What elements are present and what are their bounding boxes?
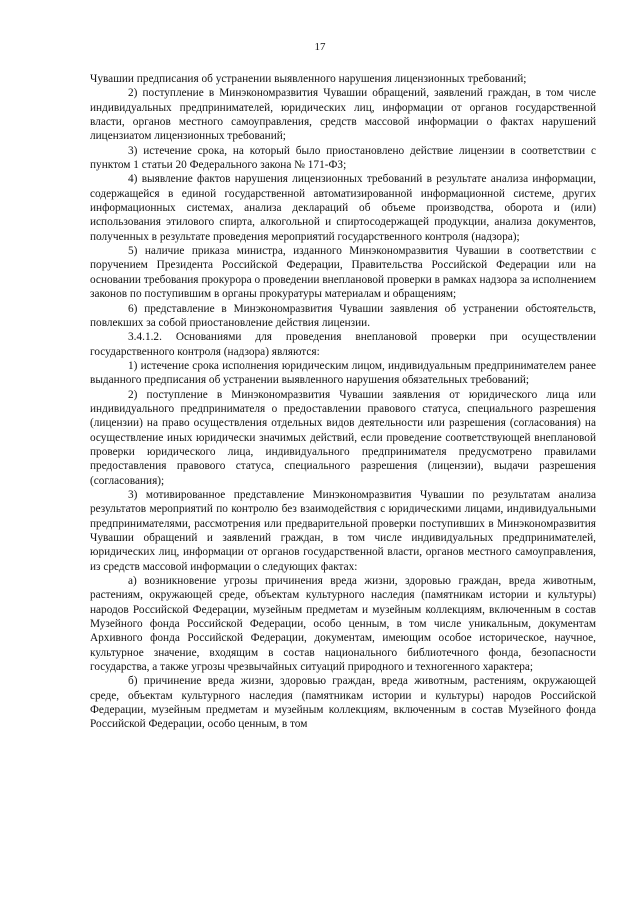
paragraph: 5) наличие приказа министра, изданного Минэкономразвития Чувашии в соответствии с поручением Президента Российской Федерации, Правительства Российской Федерации или на основании требования прокурора о проведении внеплановой проверки в рамках надзора за исполнением законов по поступившим в органы прокуратуры материалам и обращениям; (90, 245, 596, 301)
document-body (90, 72, 596, 732)
paragraph: Чувашии предписания об устранении выявленного нарушения лицензионных требований; (90, 73, 527, 85)
paragraph: 3) мотивированное представление Минэкономразвития Чувашии по результатам анализа результатов мероприятий по контролю без взаимодействия с юридическими лицами, индивидуальными предпринимателями, рассмотрения или предварительной проверки поступивших в Минэкономразвития Чувашии обращений и заявлений граждан, в том числе индивидуальных предпринимателей, юридических лиц, информации от органов государственной власти, органов местного самоуправления, из средств массовой информации о следующих фактах: (90, 488, 596, 573)
paragraph: а) возникновение угрозы причинения вреда жизни, здоровью граждан, вреда животным, растениям, окружающей среде, объектам культурного наследия (памятникам истории и культуры) народов Российской Федерации, музейным предметам и музейным коллекциям, включенным в состав Музейного фонда Российской Федерации, особо ценным, в том числе уникальным, документам Архивного фонда Российской Федерации, документам, имеющим особое историческое, научное, культурное значение, входящим в состав национального библиотечного фонда, безопасности государства, а также угрозы чрезвычайных ситуаций природного и техногенного характера; (90, 575, 596, 674)
paragraph: 2) поступление в Минэкономразвития Чувашии обращений, заявлений граждан, в том числе индивидуальных предпринимателей, юридических лиц, информации от органов государственной власти, органов местного самоуправления, средств массовой информации о фактах нарушений лицензиатом лицензионных требований; (90, 87, 596, 143)
paragraph: 2) поступление в Минэкономразвития Чувашии заявления от юридического лица или индивидуального предпринимателя о предоставлении правового статуса, специального разрешения (лицензии) на право осуществления отдельных видов деятельности или разрешения (согласования) на осуществление иных юридически значимых действий, если проведение соответствующей внеплановой проверки юридического лица, индивидуального предпринимателя предусмотрено правилами предоставления правового статуса, специального разрешения (лицензии), выдачи разрешения (согласования); (90, 388, 596, 487)
page-number: 17 (314, 41, 326, 53)
paragraph: 3) истечение срока, на который было приостановлено действие лицензии в соответствии с пунктом 1 статьи 20 Федерального закона № 171-ФЗ; (90, 144, 596, 172)
paragraph: 3.4.1.2. Основаниями для проведения внеплановой проверки при осуществлении государственного контроля (надзора) являются: (90, 331, 596, 358)
paragraph: 1) истечение срока исполнения юридическим лицом, индивидуальным предпринимателем ранее выданного предписания об устранении выявленного нарушения обязательных требований; (90, 359, 596, 387)
paragraph: 6) представление в Минэкономразвития Чувашии заявления об устранении обстоятельств, повлекших за собой приостановление действия лицензии. (90, 302, 596, 329)
paragraph: 4) выявление фактов нарушения лицензионных требований в результате анализа информации, содержащейся в единой государственной автоматизированной информационной системе, других информационных системах, анализа деклараций об объеме производства, оборота и (или) использования этилового спирта, алкогольной и спиртосодержащей продукции, анализа документов, полученных в результате проведения мероприятий государственного контроля (надзора); (90, 173, 596, 243)
paragraph: б) причинение вреда жизни, здоровью граждан, вреда животным, растениям, окружающей среде, объектам культурного наследия (памятникам истории и культуры) народов Российской Федерации, музейным предметам и музейным коллекциям, включенным в состав Музейного фонда Российской Федерации, особо ценным, в том (90, 675, 596, 731)
